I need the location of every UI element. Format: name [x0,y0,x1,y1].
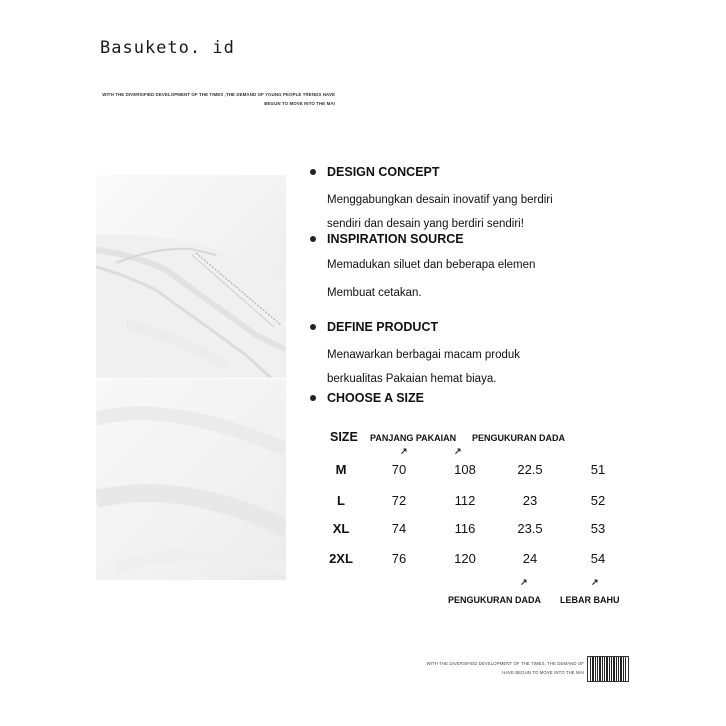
tagline: WITH THE DIVERSIFIED DEVELOPMENT OF THE TIMES ,THE DEMAND OF YOUNG PEOPLE TRENDS HAVE BEGUN TO MOVE INTO THE MAI [102,92,335,106]
footer-text: WITH THE DIVERSIFIED DEVELOPMENT OF THE TIMES, THE DEMAND OF HAVE BEGUN TO MOVE INTO THE MAI [426,661,584,675]
shoulder-cell: 52 [590,493,606,508]
bullet-icon [310,236,316,242]
brand-name: Basuketo. id [100,38,235,58]
choose-size-title: CHOOSE A SIZE [327,391,425,405]
size-cell: L [337,493,345,508]
chest-half-cell: 23 [522,493,538,508]
define-product-section [310,319,520,391]
size-table [320,420,640,620]
inspiration-line-2: Membuat cetakan. [327,287,422,299]
design-concept-section [310,164,553,236]
length-cell: 70 [391,462,407,477]
shoulder-cell: 51 [590,462,606,477]
inspiration-line-1: Memadukan siluet dan beberapa elemen [327,259,536,271]
arrow-icon: ↗ [591,577,599,587]
chest-cell: 116 [454,521,476,536]
define-product-title: DEFINE PRODUCT [327,320,439,334]
chest-cell: 112 [454,493,476,508]
chest-half-cell: 23.5 [517,521,543,536]
chest-cell: 108 [454,462,476,477]
shoulder-cell: 53 [590,521,606,536]
length-cell: 72 [391,493,407,508]
size-cell: XL [332,521,350,536]
arrow-icon: ↗ [520,577,528,587]
arrow-icon: ↗ [400,446,408,456]
bullet-icon [310,324,316,330]
define-product-line-1: Menawarkan berbagai macam produk [327,349,521,361]
size-cell: M [335,462,347,477]
bullet-icon [310,395,316,401]
product-photo-fabric [96,379,286,580]
size-cell: 2XL [329,551,353,566]
barcode-icon [587,656,629,682]
header-pengukuran-dada-top: PENGUKURAN DADA [472,433,566,443]
chest-half-cell: 22.5 [517,462,543,477]
product-photo-collar [96,175,286,378]
design-concept-line-1: Menggabungkan desain inovatif yang berdiri [327,194,553,206]
shoulder-cell: 54 [590,551,606,566]
header-lebar-bahu: LEBAR BAHU [560,595,620,605]
choose-size-section [310,390,424,406]
define-product-line-2: berkualitas Pakaian hemat biaya. [327,373,497,385]
length-cell: 74 [391,521,407,536]
size-column-label: SIZE [330,430,358,444]
chest-cell: 120 [454,551,476,566]
chest-half-cell: 24 [522,551,538,566]
bullet-icon [310,169,316,175]
arrow-icon: ↗ [454,446,462,456]
inspiration-section [310,231,535,307]
header-panjang-pakaian: PANJANG PAKAIAN [370,433,457,443]
header-pengukuran-dada-bottom: PENGUKURAN DADA [448,595,542,605]
length-cell: 76 [391,551,407,566]
design-concept-line-2: sendiri dan desain yang berdiri sendiri! [327,218,524,230]
design-concept-title: DESIGN CONCEPT [327,165,440,179]
inspiration-title: INSPIRATION SOURCE [327,232,464,246]
